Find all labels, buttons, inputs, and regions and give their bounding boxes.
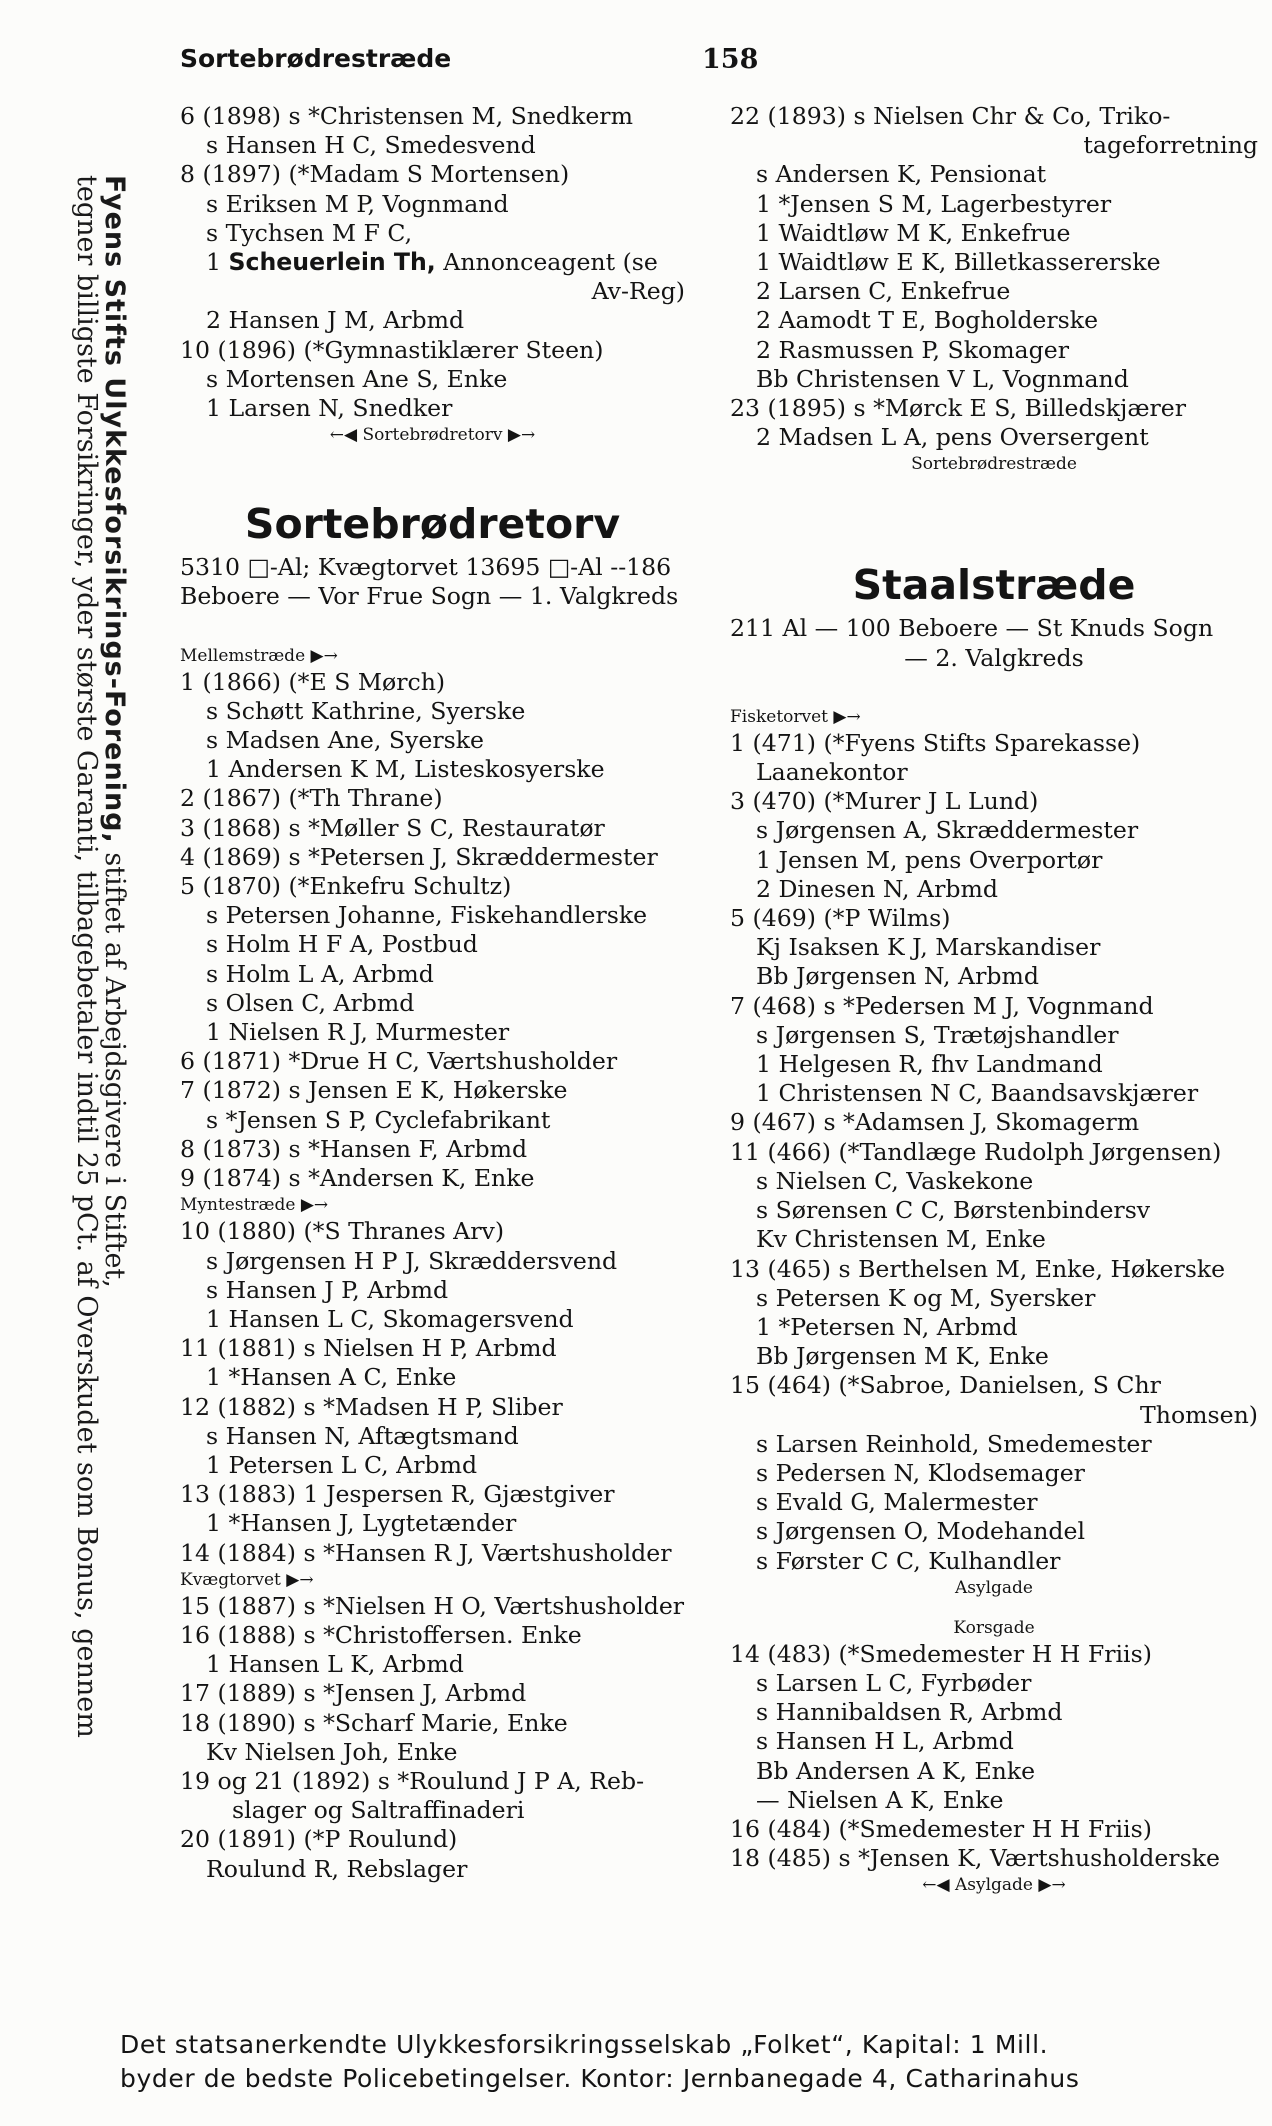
directory-entry: Thomsen) bbox=[1140, 1400, 1258, 1429]
directory-entry: 14 (483) (*Smedemester H H Friis) bbox=[730, 1639, 1152, 1668]
directory-entry: 8 (1873) s *Hansen F, Arbmd bbox=[180, 1134, 528, 1163]
directory-entry: — Nielsen A K, Enke bbox=[756, 1785, 1004, 1814]
directory-entry: 7 (1872) s Jensen E K, Høkerske bbox=[180, 1076, 568, 1105]
directory-entry: s *Jensen S P, Cyclefabrikant bbox=[206, 1105, 551, 1134]
directory-entry: 11 (1881) s Nielsen H P, Arbmd bbox=[180, 1334, 557, 1363]
cross-street-marker: Fisketorvet ▶→ bbox=[730, 706, 861, 727]
page-number: 158 bbox=[702, 44, 759, 75]
directory-entry: 14 (1884) s *Hansen R J, Værtshusholder bbox=[180, 1538, 672, 1567]
directory-entry: s Petersen K og M, Syersker bbox=[756, 1283, 1096, 1312]
directory-entry: 1 Christensen N C, Baandsavskjærer bbox=[756, 1079, 1199, 1108]
directory-entry: 1 *Jensen S M, Lagerbestyrer bbox=[756, 189, 1112, 218]
directory-entry: 1 (1866) (*E S Mørch) bbox=[180, 667, 446, 696]
directory-entry: s Jørgensen O, Modehandel bbox=[756, 1517, 1086, 1546]
directory-entry: 1 Petersen L C, Arbmd bbox=[206, 1450, 478, 1479]
cross-street-marker: Asylgade bbox=[954, 1577, 1033, 1598]
cross-street-marker: Korsgade bbox=[953, 1617, 1035, 1638]
directory-entry: 1 Hansen L C, Skomagersvend bbox=[206, 1304, 574, 1333]
directory-entry: 4 (1869) s *Petersen J, Skræddermester bbox=[180, 842, 658, 871]
directory-entry: 3 (1868) s *Møller S C, Restauratør bbox=[180, 813, 605, 842]
directory-entry: 16 (484) (*Smedemester H H Friis) bbox=[730, 1814, 1152, 1843]
directory-entry: s Tychsen M F C, bbox=[206, 218, 413, 247]
directory-entry: s Larsen L C, Fyrbøder bbox=[756, 1668, 1032, 1697]
directory-entry: 10 (1880) (*S Thranes Arv) bbox=[180, 1217, 505, 1246]
directory-entry: Kv Nielsen Joh, Enke bbox=[206, 1737, 458, 1766]
directory-entry: s Hansen N, Aftægtsmand bbox=[206, 1421, 519, 1450]
vertical-advertisement bbox=[72, 175, 128, 1935]
directory-entry: 16 (1888) s *Christoffersen. Enke bbox=[180, 1620, 582, 1649]
directory-entry: 1 Waidtløw E K, Billetkassererske bbox=[756, 248, 1161, 277]
directory-entry: 2 Larsen C, Enkefrue bbox=[756, 277, 1011, 306]
directory-entry: — 2. Valgkreds bbox=[904, 643, 1084, 672]
directory-entry: Kj Isaksen K J, Marskandiser bbox=[756, 933, 1101, 962]
directory-entry: s Hansen J P, Arbmd bbox=[206, 1275, 449, 1304]
directory-entry: 20 (1891) (*P Roulund) bbox=[180, 1825, 458, 1854]
directory-entry: 3 (470) (*Murer J L Lund) bbox=[730, 787, 1039, 816]
directory-entry: 2 Madsen L A, pens Oversergent bbox=[756, 423, 1149, 452]
cross-street-marker: ←◀ Sortebrødretorv ▶→ bbox=[329, 425, 536, 446]
directory-entry: s Førster C C, Kulhandler bbox=[756, 1546, 1061, 1575]
directory-entry: s Jørgensen S, Trætøjshandler bbox=[756, 1020, 1119, 1049]
directory-entry: 11 (466) (*Tandlæge Rudolph Jørgensen) bbox=[730, 1137, 1222, 1166]
directory-entry: 13 (465) s Berthelsen M, Enke, Høkerske bbox=[730, 1254, 1226, 1283]
advertisement-text-line2: tegner billigste Forsikringer, yder største Garanti, tilbagebetaler indtil 25 pCt. af Overskudet som Bonus, gennem bbox=[71, 175, 102, 1738]
directory-entry: s Jørgensen H P J, Skræddersvend bbox=[206, 1246, 618, 1275]
directory-entry: 15 (1887) s *Nielsen H O, Værtshusholder bbox=[180, 1591, 685, 1620]
directory-entry: Bb Christensen V L, Vognmand bbox=[756, 364, 1129, 393]
directory-entry: 1 Nielsen R J, Murmester bbox=[206, 1018, 510, 1047]
directory-entry: 2 (1867) (*Th Thrane) bbox=[180, 784, 443, 813]
directory-entry: 15 (464) (*Sabroe, Danielsen, S Chr bbox=[730, 1371, 1161, 1400]
directory-entry: 1 *Hansen J, Lygtetænder bbox=[206, 1509, 517, 1538]
cross-street-marker: Sortebrødrestræde bbox=[911, 454, 1077, 475]
directory-entry: s Hansen H L, Arbmd bbox=[756, 1727, 1014, 1756]
cross-street-marker: ←◀ Asylgade ▶→ bbox=[922, 1875, 1066, 1896]
directory-entry: 211 Al — 100 Beboere — St Knuds Sogn bbox=[730, 614, 1214, 643]
directory-entry: Kv Christensen M, Enke bbox=[756, 1225, 1046, 1254]
directory-entry: slager og Saltraffinaderi bbox=[232, 1796, 525, 1825]
directory-entry: 5310 □-Al; Kvægtorvet 13695 □-Al --186 bbox=[180, 553, 672, 582]
directory-entry: Laanekontor bbox=[756, 758, 908, 787]
directory-entry: Bb Jørgensen N, Arbmd bbox=[756, 962, 1039, 991]
directory-entry: s Evald G, Malermester bbox=[756, 1488, 1038, 1517]
directory-entry: s Madsen Ane, Syerske bbox=[206, 726, 484, 755]
section-heading: Staalstræde bbox=[852, 561, 1136, 610]
directory-entry: tageforretning bbox=[1083, 131, 1258, 160]
directory-entry: Bb Andersen A K, Enke bbox=[756, 1756, 1036, 1785]
footer-line-1: Det statsanerkendte Ulykkesforsikringsselskab „Folket“, Kapital: 1 Mill. bbox=[120, 2030, 1049, 2059]
directory-entry: s Pedersen N, Klodsemager bbox=[756, 1458, 1085, 1487]
directory-entry: Av-Reg) bbox=[591, 277, 685, 306]
directory-entry: 2 Aamodt T E, Bogholderske bbox=[756, 306, 1099, 335]
directory-entry: s Jørgensen A, Skræddermester bbox=[756, 816, 1139, 845]
directory-entry: s Hannibaldsen R, Arbmd bbox=[756, 1698, 1063, 1727]
footer-line-2: byder de bedste Policebetingelser. Kontor: Jernbanegade 4, Catharinahus bbox=[120, 2064, 1080, 2093]
directory-entry: 2 Dinesen N, Arbmd bbox=[756, 874, 998, 903]
directory-entry: 1 *Petersen N, Arbmd bbox=[756, 1312, 1018, 1341]
advertisement-company-name: Fyens Stifts Ulykkesforsikrings-Forening, bbox=[99, 175, 130, 844]
directory-entry: 9 (1874) s *Andersen K, Enke bbox=[180, 1164, 535, 1193]
directory-entry: s Eriksen M P, Vognmand bbox=[206, 189, 509, 218]
cross-street-marker: Kvægtorvet ▶→ bbox=[180, 1569, 314, 1590]
directory-entry: s Hansen H C, Smedesvend bbox=[206, 131, 536, 160]
directory-entry: 1 (471) (*Fyens Stifts Sparekasse) bbox=[730, 728, 1141, 757]
directory-entry: Bb Jørgensen M K, Enke bbox=[756, 1342, 1049, 1371]
directory-entry: 6 (1898) s *Christensen M, Snedkerm bbox=[180, 102, 633, 130]
spacer bbox=[180, 447, 685, 495]
directory-entry: s Olsen C, Arbmd bbox=[206, 988, 415, 1017]
running-header-street: Sortebrødrestræde bbox=[180, 44, 452, 73]
spacer bbox=[180, 612, 685, 644]
footer-advertisement bbox=[120, 2028, 1260, 2096]
directory-entry: s Larsen Reinhold, Smedemester bbox=[756, 1429, 1152, 1458]
directory-entry: 10 (1896) (*Gymnastiklærer Steen) bbox=[180, 335, 604, 364]
directory-entry: 1 *Hansen A C, Enke bbox=[206, 1363, 457, 1392]
directory-entry: 6 (1871) *Drue H C, Værtshusholder bbox=[180, 1047, 618, 1076]
directory-entry: Roulund R, Rebslager bbox=[206, 1854, 468, 1883]
section-heading: Sortebrødretorv bbox=[244, 500, 621, 549]
cross-street-marker: Mellemstræde ▶→ bbox=[180, 645, 338, 666]
directory-entry: 19 og 21 (1892) s *Roulund J P A, Reb- bbox=[180, 1766, 645, 1795]
cross-street-marker: Myntestræde ▶→ bbox=[180, 1195, 329, 1216]
directory-entry: 18 (485) s *Jensen K, Værtshusholderske bbox=[730, 1844, 1220, 1873]
directory-entry: 13 (1883) 1 Jespersen R, Gjæstgiver bbox=[180, 1480, 615, 1509]
directory-entry: s Petersen Johanne, Fiskehandlerske bbox=[206, 901, 648, 930]
directory-entry: Beboere — Vor Frue Sogn — 1. Valgkreds bbox=[180, 582, 679, 611]
right-column bbox=[730, 102, 1258, 1897]
directory-entry: s Andersen K, Pensionat bbox=[756, 160, 1047, 189]
directory-entry: 18 (1890) s *Scharf Marie, Enke bbox=[180, 1708, 568, 1737]
directory-entry: 23 (1895) s *Mørck E S, Billedskjærer bbox=[730, 394, 1187, 423]
spacer bbox=[730, 524, 1258, 556]
directory-entry: 5 (1870) (*Enkefru Schultz) bbox=[180, 872, 512, 901]
directory-entry: 2 Hansen J M, Arbmd bbox=[206, 306, 465, 335]
left-column bbox=[180, 102, 685, 1884]
directory-entry: s Sørensen C C, Børstenbindersv bbox=[756, 1196, 1151, 1225]
directory-entry: 1 Scheuerlein Th, Annonceagent (se bbox=[206, 248, 658, 277]
directory-entry: 12 (1882) s *Madsen H P, Sliber bbox=[180, 1392, 563, 1421]
spacer bbox=[730, 476, 1258, 524]
directory-entry: s Holm L A, Arbmd bbox=[206, 959, 434, 988]
directory-entry: 1 Helgesen R, fhv Landmand bbox=[756, 1050, 1103, 1079]
directory-entry: 17 (1889) s *Jensen J, Arbmd bbox=[180, 1679, 527, 1708]
directory-entry: 5 (469) (*P Wilms) bbox=[730, 904, 951, 933]
directory-entry: 8 (1897) (*Madam S Mortensen) bbox=[180, 160, 570, 189]
spacer bbox=[730, 673, 1258, 705]
directory-entry: s Schøtt Kathrine, Syerske bbox=[206, 696, 526, 725]
directory-entry: 7 (468) s *Pedersen M J, Vognmand bbox=[730, 991, 1154, 1020]
directory-entry: 1 Larsen N, Snedker bbox=[206, 394, 453, 423]
directory-entry: s Holm H F A, Postbud bbox=[206, 930, 478, 959]
directory-entry: 1 Jensen M, pens Overportør bbox=[756, 845, 1103, 874]
directory-entry: 1 Andersen K M, Listeskosyerske bbox=[206, 755, 605, 784]
directory-entry: 22 (1893) s Nielsen Chr & Co, Triko- bbox=[730, 102, 1171, 130]
directory-entry: s Nielsen C, Vaskekone bbox=[756, 1166, 1034, 1195]
directory-entry: 9 (467) s *Adamsen J, Skomagerm bbox=[730, 1108, 1140, 1137]
advertisement-text-line1: stiftet af Arbejdsgivere i Stiftet, bbox=[99, 852, 130, 1288]
directory-entry: 2 Rasmussen P, Skomager bbox=[756, 335, 1069, 364]
directory-entry: 1 Hansen L K, Arbmd bbox=[206, 1650, 464, 1679]
spacer bbox=[730, 1600, 1258, 1616]
directory-entry: s Mortensen Ane S, Enke bbox=[206, 364, 508, 393]
directory-entry: 1 Waidtløw M K, Enkefrue bbox=[756, 218, 1071, 247]
